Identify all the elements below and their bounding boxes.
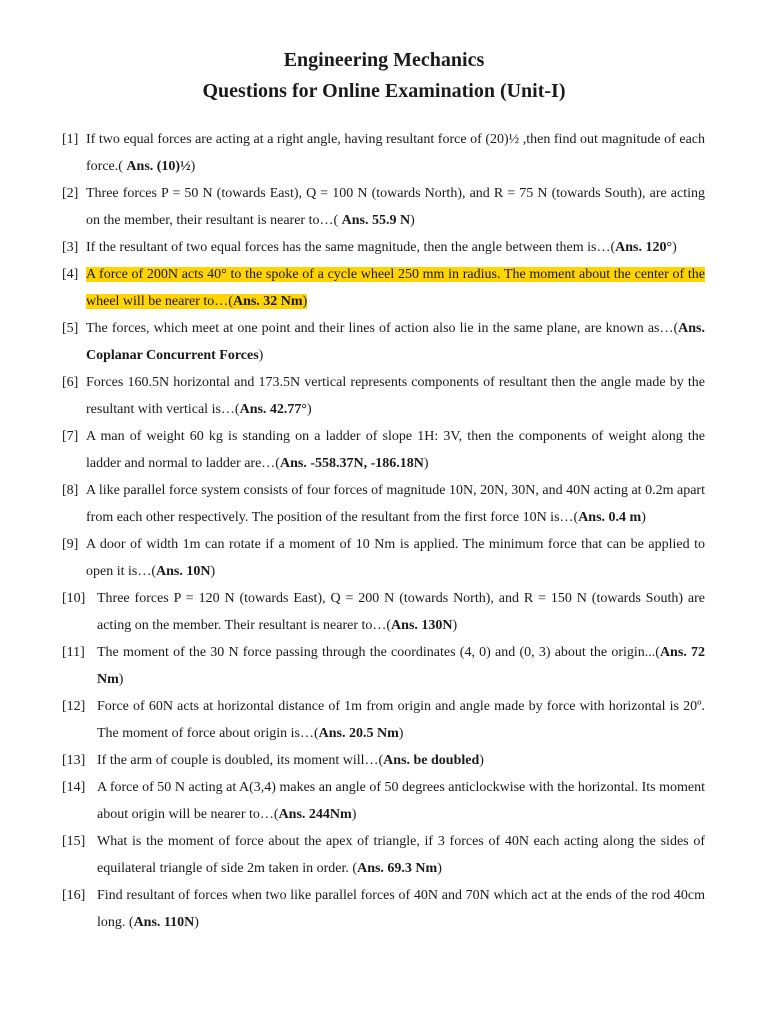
question-text-run xyxy=(97,699,705,741)
question-item xyxy=(62,747,705,774)
question-text-run xyxy=(97,591,705,633)
question-number: [5] xyxy=(62,321,79,336)
question-item xyxy=(62,585,705,639)
answer-text: Ans. 20.5 Nm xyxy=(318,726,399,741)
question-body xyxy=(97,828,705,882)
answer-close-paren: ) xyxy=(194,915,199,930)
question-number: [15] xyxy=(62,834,86,849)
answer-text: Ans. 72 Nm xyxy=(97,645,705,687)
question-number: [9] xyxy=(62,537,79,552)
question-text: Three forces P = 50 N (towards East), Q = 100 N (towards North), and R = 75 N (towards South), are acting on the member, their resultant is nearer to…( xyxy=(86,186,705,228)
question-text-run xyxy=(97,888,705,930)
question-text-run xyxy=(86,267,705,309)
question-body xyxy=(97,585,705,639)
answer-text: Ans. -558.37N, -186.18N xyxy=(279,456,424,471)
answer-close-paren: ) xyxy=(672,240,677,255)
answer-close-paren: ) xyxy=(479,753,484,768)
answer-close-paren: ) xyxy=(423,456,429,471)
question-body xyxy=(97,639,705,693)
answer-text: Ans. 55.9 N xyxy=(341,213,411,228)
question-number: [3] xyxy=(62,240,79,255)
question-body xyxy=(86,315,705,369)
question-body xyxy=(97,747,705,774)
answer-close-paren: ) xyxy=(190,159,196,174)
question-item xyxy=(62,234,705,261)
question-body xyxy=(86,126,705,180)
question-item xyxy=(62,774,705,828)
question-text: The moment of the 30 N force passing through the coordinates (4, 0) and (0, 3) about the origin...( xyxy=(97,645,660,660)
question-body xyxy=(86,180,705,234)
question-text: What is the moment of force about the apex of triangle, if 3 forces of 40N each acting along the sides of equilateral triangle of side 2m taken in order. ( xyxy=(97,834,705,876)
question-text: If the resultant of two equal forces has the same magnitude, then the angle between them is…( xyxy=(86,240,616,255)
answer-text: Ans. (10)½ xyxy=(126,159,191,174)
question-number: [1] xyxy=(62,132,79,147)
question-text-run xyxy=(97,780,705,822)
question-text-run xyxy=(86,321,705,363)
question-text-run xyxy=(86,240,677,255)
question-list xyxy=(62,126,705,936)
question-number: [2] xyxy=(62,186,79,201)
question-text: A force of 50 N acting at A(3,4) makes an angle of 50 degrees anticlockwise with the horizontal. Its moment about origin will be nearer to…( xyxy=(97,780,705,822)
question-item xyxy=(62,477,705,531)
question-body xyxy=(86,531,705,585)
question-item xyxy=(62,423,705,477)
question-text-run xyxy=(86,132,705,174)
question-text: Find resultant of forces when two like parallel forces of 40N and 70N which act at the ends of the rod 40cm long. ( xyxy=(97,888,705,930)
answer-text: Ans. 120° xyxy=(615,240,673,255)
answer-close-paren: ) xyxy=(437,861,442,876)
question-body xyxy=(97,693,705,747)
answer-close-paren: ) xyxy=(452,618,458,633)
answer-close-paren: ) xyxy=(118,672,124,687)
answer-text: Ans. 69.3 Nm xyxy=(357,861,438,876)
question-text: A force of 200N acts 40° to the spoke of a cycle wheel 250 mm in radius. The moment about the center of the wheel will be nearer to…( xyxy=(86,267,705,309)
question-body xyxy=(97,774,705,828)
answer-text: Ans. 0.4 m xyxy=(578,510,642,525)
answer-text: Ans. 244Nm xyxy=(278,807,352,822)
answer-text: Ans. 32 Nm xyxy=(232,294,303,309)
question-body xyxy=(86,261,705,315)
answer-close-paren: ) xyxy=(210,564,216,579)
question-text: A man of weight 60 kg is standing on a ladder of slope 1H: 3V, then the components of weight along the ladder and normal to ladder are…( xyxy=(86,429,705,471)
question-number: [4] xyxy=(62,267,79,282)
question-text-run xyxy=(86,483,705,525)
question-text-run xyxy=(86,429,705,471)
question-number: [6] xyxy=(62,375,79,390)
question-item xyxy=(62,315,705,369)
question-item xyxy=(62,882,705,936)
question-number: [14] xyxy=(62,780,86,795)
question-body xyxy=(86,423,705,477)
title-block xyxy=(0,45,768,107)
document-subtitle: Questions for Online Examination (Unit-I) xyxy=(202,80,566,102)
question-text-run xyxy=(97,645,705,687)
question-item xyxy=(62,693,705,747)
question-number: [7] xyxy=(62,429,79,444)
question-text-run xyxy=(97,753,484,768)
question-item xyxy=(62,126,705,180)
question-text: If two equal forces are acting at a right angle, having resultant force of (20)½ ,then find out magnitude of each force.( xyxy=(86,132,705,174)
question-text: A door of width 1m can rotate if a moment of 10 Nm is applied. The minimum force that can be applied to open it is…( xyxy=(86,537,705,579)
question-item xyxy=(62,639,705,693)
answer-close-paren: ) xyxy=(302,294,308,309)
question-item xyxy=(62,261,705,315)
question-number: [12] xyxy=(62,699,86,714)
question-item xyxy=(62,828,705,882)
document-title: Engineering Mechanics xyxy=(283,49,485,71)
answer-text: Ans. 10N xyxy=(156,564,211,579)
question-body xyxy=(86,369,705,423)
answer-close-paren: ) xyxy=(258,348,264,363)
question-text: If the arm of couple is doubled, its moment will…( xyxy=(97,753,384,768)
question-item xyxy=(62,531,705,585)
answer-text: Ans. 110N xyxy=(133,915,195,930)
answer-text: Ans. 42.77° xyxy=(239,402,308,417)
question-text: Forces 160.5N horizontal and 173.5N vertical represents components of resultant then the angle made by the resultant with vertical is…( xyxy=(86,375,705,417)
question-number: [13] xyxy=(62,753,86,768)
question-body xyxy=(86,477,705,531)
question-number: [16] xyxy=(62,888,86,903)
question-item xyxy=(62,369,705,423)
question-text: A like parallel force system consists of four forces of magnitude 10N, 20N, 30N, and 40N acting at 0.2m apart from each other respectively. The position of the resultant from the first force 10N is…( xyxy=(86,483,705,525)
question-text: Force of 60N acts at horizontal distance of 1m from origin and angle made by force with horizontal is 20º. The moment of force about origin is…( xyxy=(97,699,705,741)
question-text: Three forces P = 120 N (towards East), Q = 200 N (towards North), and R = 150 N (towards South) are acting on the member. Their resultant is nearer to…( xyxy=(97,591,705,633)
question-text: The forces, which meet at one point and their lines of action also lie in the same plane, are known as…( xyxy=(86,321,679,336)
answer-close-paren: ) xyxy=(351,807,357,822)
question-body xyxy=(86,234,705,261)
answer-close-paren: ) xyxy=(410,213,415,228)
question-text-run xyxy=(86,375,705,417)
question-text-run xyxy=(86,186,705,228)
answer-close-paren: ) xyxy=(398,726,404,741)
question-number: [11] xyxy=(62,645,85,660)
question-item xyxy=(62,180,705,234)
question-number: [10] xyxy=(62,591,86,606)
answer-close-paren: ) xyxy=(307,402,312,417)
question-text-run xyxy=(86,537,705,579)
question-number: [8] xyxy=(62,483,79,498)
answer-text: Ans. Coplanar Concurrent Forces xyxy=(86,321,705,363)
answer-text: Ans. 130N xyxy=(391,618,453,633)
answer-text: Ans. be doubled xyxy=(383,753,480,768)
question-body xyxy=(97,882,705,936)
answer-close-paren: ) xyxy=(641,510,646,525)
question-text-run xyxy=(97,834,705,876)
